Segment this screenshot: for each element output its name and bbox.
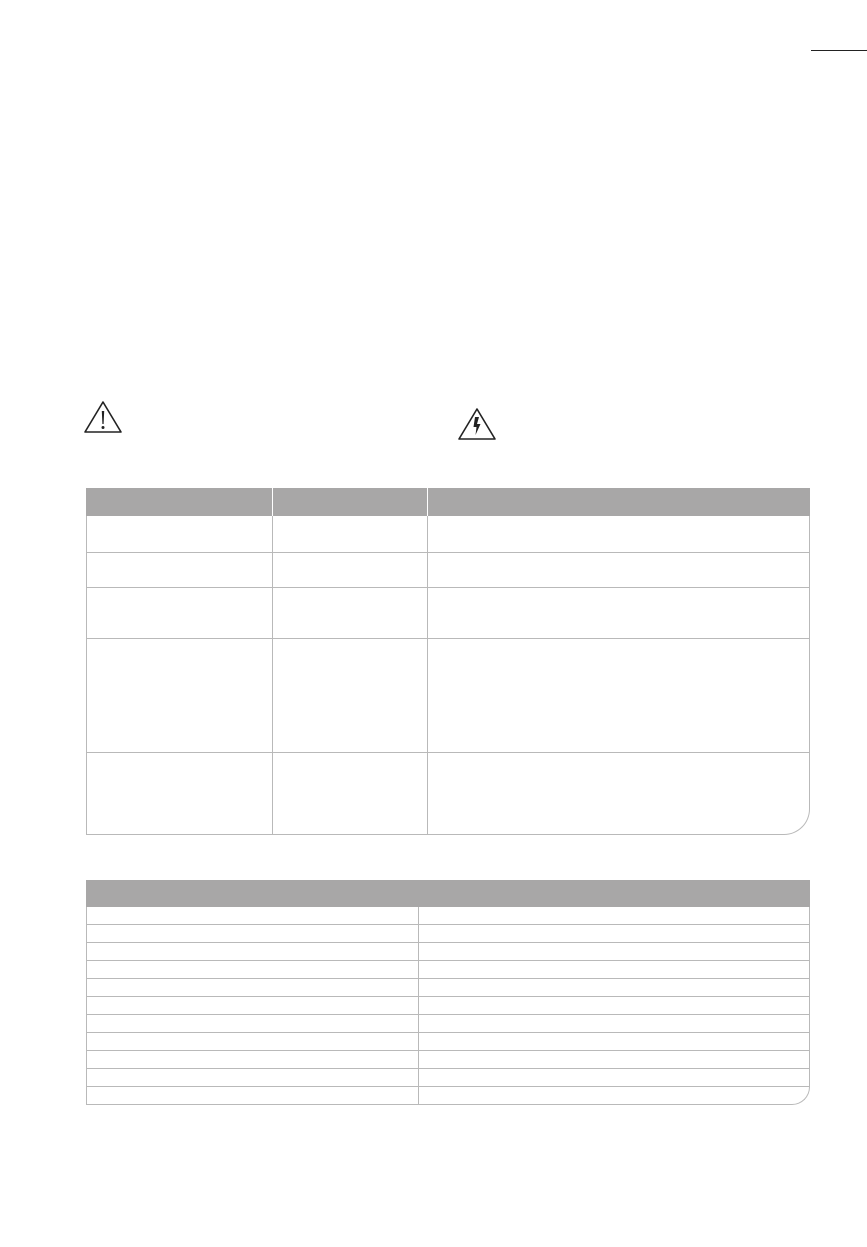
table-cell (86, 753, 272, 835)
main-table (86, 488, 810, 835)
table-header-cell (86, 488, 272, 516)
table-cell (86, 1015, 418, 1033)
table-cell (272, 516, 427, 553)
table-cell (418, 961, 810, 979)
table-cell (86, 516, 272, 553)
table-row (86, 1015, 810, 1033)
table-cell (272, 588, 427, 639)
table-cell (427, 516, 810, 553)
table-cell (427, 639, 810, 753)
table-cell (272, 639, 427, 753)
table-header-cell (427, 488, 810, 516)
table-row (86, 961, 810, 979)
table-cell (418, 1069, 810, 1087)
table-cell (86, 1069, 418, 1087)
table-cell (427, 553, 810, 588)
table-row (86, 639, 810, 753)
table-row (86, 1051, 810, 1069)
page-corner-edge (811, 0, 867, 51)
table-cell (418, 943, 810, 961)
table-cell (418, 925, 810, 943)
table-cell (427, 753, 810, 835)
table-cell (272, 753, 427, 835)
table-cell (86, 943, 418, 961)
table-cell (86, 979, 418, 997)
table-header-cell (272, 488, 427, 516)
table-header-row (86, 488, 810, 516)
table-row (86, 907, 810, 925)
table-row (86, 553, 810, 588)
table-cell (272, 553, 427, 588)
table-header-row (86, 880, 810, 907)
table-cell (418, 979, 810, 997)
table-cell (86, 588, 272, 639)
table-cell (418, 1015, 810, 1033)
table-cell (86, 907, 418, 925)
exclamation-triangle-icon (83, 400, 123, 434)
table-cell (418, 997, 810, 1015)
table-cell (86, 1051, 418, 1069)
table-cell (86, 997, 418, 1015)
table-cell (427, 588, 810, 639)
table-row (86, 1069, 810, 1087)
table-row (86, 943, 810, 961)
table-row (86, 588, 810, 639)
table-row (86, 997, 810, 1015)
table-cell (86, 961, 418, 979)
lightning-triangle-icon (457, 407, 497, 441)
table-cell (86, 1087, 418, 1105)
table-cell (418, 1033, 810, 1051)
table-row (86, 516, 810, 553)
table-cell (86, 1033, 418, 1051)
table-row (86, 925, 810, 943)
table-cell (418, 907, 810, 925)
table-row (86, 1087, 810, 1105)
secondary-table (86, 880, 810, 1105)
table-row (86, 1033, 810, 1051)
table-row (86, 753, 810, 835)
table-cell (86, 553, 272, 588)
table-row (86, 979, 810, 997)
table-header-cell (86, 880, 810, 907)
table-cell (418, 1051, 810, 1069)
table-cell (86, 925, 418, 943)
table-cell (418, 1087, 810, 1105)
table-cell (86, 639, 272, 753)
